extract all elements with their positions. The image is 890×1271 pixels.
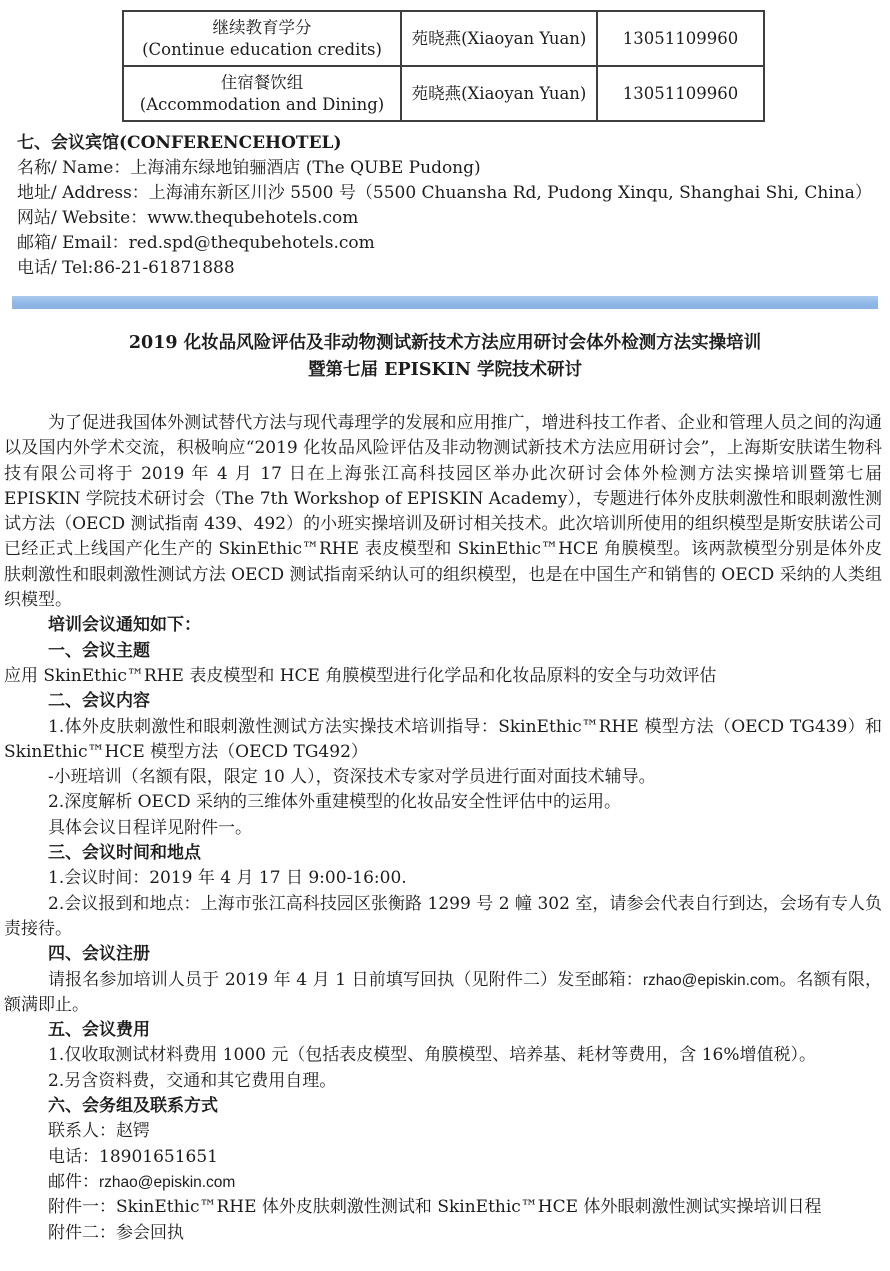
section-4-heading: 四、会议注册 xyxy=(48,944,150,965)
section-1-heading: 一、会议主题 xyxy=(48,640,150,661)
role-en: (Accommodation and Dining) xyxy=(139,94,385,114)
section-3-heading: 三、会议时间和地点 xyxy=(48,843,201,864)
document-body xyxy=(4,411,882,1246)
table-row xyxy=(123,66,764,121)
cell-role xyxy=(123,66,401,121)
cell-phone: 13051109960 xyxy=(597,66,764,121)
section-5-heading: 五、会议费用 xyxy=(48,1020,150,1041)
section-5-fee-1: 1.仅收取测试材料费用 1000 元（包括表皮模型、角膜模型、培养基、耗材等费用，含 16%增值税）。 xyxy=(48,1045,816,1066)
hotel-address-line: 地址/ Address：上海浦东新区川沙 5500 号（5500 Chuansha Rd, Pudong Xinqu, Shanghai Shi, China） xyxy=(17,183,872,203)
role-cn: 住宿餐饮组 xyxy=(220,72,304,92)
cell-contact-name: 苑晓燕(Xiaoyan Yuan) xyxy=(401,66,597,121)
role-en: (Continue education credits) xyxy=(142,39,382,59)
section-2-item-1: 1.体外皮肤刺激性和眼刺激性测试方法实操技术培训指导：SkinEthic™RHE 模型方法（OECD TG439）和SkinEthic™HCE 模型方法（OECD TG492） xyxy=(4,716,882,762)
section-1-paragraph: 应用 SkinEthic™RHE 表皮模型和 HCE 角膜模型进行化学品和化妆品原料的安全与功效评估 xyxy=(4,665,717,686)
hotel-section-heading: 七、会议宾馆(CONFERENCEHOTEL) xyxy=(17,133,342,153)
contact-phone-line: 电话：18901651651 xyxy=(48,1146,218,1167)
role-cn: 继续教育学分 xyxy=(212,17,312,37)
registration-text-before-email: 请报名参加培训人员于 2019 年 4 月 1 日前填写回执（见附件二）发至邮箱： xyxy=(48,969,643,990)
section-5-fee-2: 2.另含资料费，交通和其它费用自理。 xyxy=(48,1070,337,1091)
notice-line: 培训会议通知如下： xyxy=(48,615,201,636)
section-3-time: 1.会议时间：2019 年 4 月 17 日 9:00-16:00. xyxy=(48,868,407,889)
section-divider-bar xyxy=(12,296,878,309)
cell-phone: 13051109960 xyxy=(597,11,764,66)
section-2-item-1-note: -小班培训（名额有限，限定 10 人），资深技术专家对学员进行面对面技术辅导。 xyxy=(48,767,656,788)
contact-email: rzhao@episkin.com xyxy=(99,1173,236,1191)
contact-person-line: 联系人：赵锷 xyxy=(48,1121,150,1142)
attachment-2-line: 附件二：参会回执 xyxy=(48,1222,184,1243)
hotel-name-line: 名称/ Name：上海浦东绿地铂骊酒店 (The QUBE Pudong) xyxy=(17,158,481,178)
registration-text-after-email: 。名额有限，额满即止。 xyxy=(4,969,882,1015)
contact-email-label: 邮件： xyxy=(48,1171,99,1192)
intro-paragraph: 为了促进我国体外测试替代方法与现代毒理学的发展和应用推广，增进科技工作者、企业和管理人员之间的沟通以及国内外学术交流，积极响应“2019 化妆品风险评估及非动物测试新技术方法应用研讨会”，上海斯安肤诺生物科技有限公司将于 2019 年 4 月 17 日在上海张江高科技园区举办此次研讨会体外检测方法实操培训暨第七届 EPISKIN 学院技术研讨会（The 7th Workshop of EPISKIN Academy），专题进行体外皮肤刺激性和眼刺激性测试方法（OECD 测试指南 439、492）的小班实操培训及研讨相关技术。此次培训所使用的组织模型是斯安肤诺公司已经正式上线国产化生产的 SkinEthic™RHE 表皮模型和 SkinEthic™HCE 角膜模型。该两款模型分别是体外皮肤刺激性和眼刺激性测试方法 OECD 测试指南采纳认可的组织模型，也是在中国生产和销售的 OECD 采纳的人类组织模型。 xyxy=(4,413,882,611)
hotel-section xyxy=(17,131,882,281)
table-row xyxy=(123,11,764,66)
section-6-heading: 六、会务组及联系方式 xyxy=(48,1096,218,1117)
contact-email-line xyxy=(4,1170,882,1195)
attachment-1-line: 附件一：SkinEthic™RHE 体外皮肤刺激性测试和 SkinEthic™HCE 体外眼刺激性测试实操培训日程 xyxy=(48,1197,822,1218)
section-3-location: 2.会议报到和地点：上海市张江高科技园区张衡路 1299 号 2 幢 302 室，请参会代表自行到达，会场有专人负责接待。 xyxy=(4,893,882,939)
registration-email: rzhao@episkin.com xyxy=(642,971,780,989)
title-line-1: 2019 化妆品风险评估及非动物测试新技术方法应用研讨会体外检测方法实操培训 xyxy=(128,333,762,353)
section-2-schedule-note: 具体会议日程详见附件一。 xyxy=(48,817,252,838)
cell-role xyxy=(123,11,401,66)
section-2-item-2: 2.深度解析 OECD 采纳的三维体外重建模型的化妆品安全性评估中的运用。 xyxy=(48,792,622,813)
hotel-email-line: 邮箱/ Email：red.spd@thequbehotels.com xyxy=(17,233,375,253)
title-line-2: 暨第七届 EPISKIN 学院技术研讨 xyxy=(308,360,582,380)
hotel-website-line: 网站/ Website：www.thequbehotels.com xyxy=(17,208,359,228)
section-2-heading: 二、会议内容 xyxy=(48,691,150,712)
hotel-tel-line: 电话/ Tel:86-21-61871888 xyxy=(17,258,235,278)
section-4-registration xyxy=(4,968,882,1019)
cell-contact-name: 苑晓燕(Xiaoyan Yuan) xyxy=(401,11,597,66)
document-title xyxy=(10,330,880,384)
contact-table xyxy=(122,10,765,122)
